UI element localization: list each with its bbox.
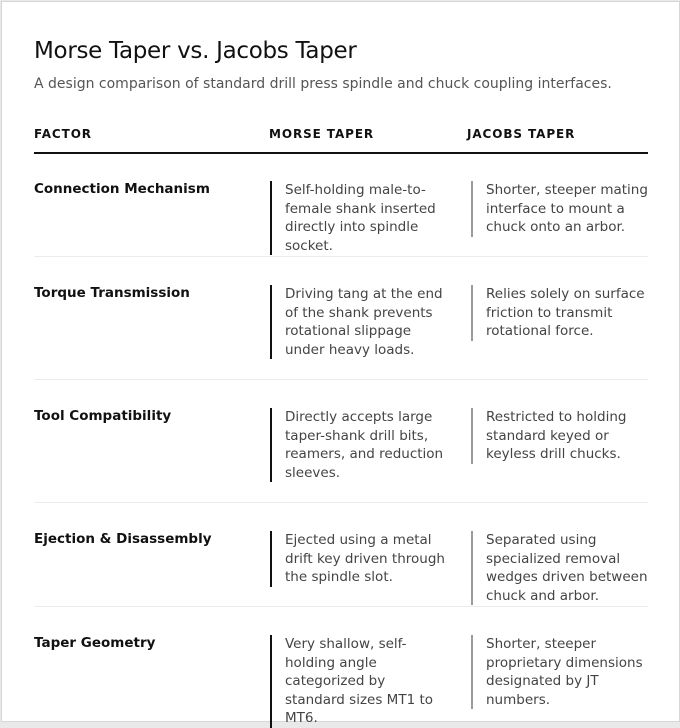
jacobs-cell: Shorter, steeper proprietary dimensions designated by JT numbers.	[471, 635, 652, 709]
page-title: Morse Taper vs. Jacobs Taper	[34, 38, 357, 64]
table-row	[34, 607, 648, 727]
table-body	[34, 153, 648, 727]
table-row	[34, 153, 648, 257]
row-factor: Torque Transmission	[34, 285, 190, 301]
table-row	[34, 503, 648, 607]
morse-cell: Driving tang at the end of the shank prevents rotational slippage under heavy loads.	[270, 285, 449, 359]
row-factor: Connection Mechanism	[34, 181, 210, 197]
header-morse-taper: MORSE TAPER	[269, 127, 375, 141]
row-factor: Taper Geometry	[34, 635, 156, 651]
jacobs-cell: Separated using specialized removal wedges driven between chuck and arbor.	[471, 531, 652, 605]
jacobs-cell: Restricted to holding standard keyed or keyless drill chucks.	[471, 408, 652, 464]
header-factor: FACTOR	[34, 127, 92, 141]
table-row	[34, 380, 648, 503]
table-row	[34, 257, 648, 380]
morse-cell: Self-holding male-to-female shank inserted directly into spindle socket.	[270, 181, 449, 255]
jacobs-cell: Shorter, steeper mating interface to mount a chuck onto an arbor.	[471, 181, 652, 237]
page-subtitle: A design comparison of standard drill press spindle and chuck coupling interfaces.	[34, 76, 612, 92]
morse-cell: Very shallow, self-holding angle categorized by standard sizes MT1 to MT6.	[270, 635, 449, 728]
comparison-card	[1, 1, 680, 727]
morse-cell: Directly accepts large taper-shank drill bits, reamers, and reduction sleeves.	[270, 408, 449, 482]
row-factor: Tool Compatibility	[34, 408, 172, 424]
header-jacobs-taper: JACOBS TAPER	[467, 127, 576, 141]
row-factor: Ejection & Disassembly	[34, 531, 212, 547]
morse-cell: Ejected using a metal drift key driven through the spindle slot.	[270, 531, 449, 587]
jacobs-cell: Relies solely on surface friction to transmit rotational force.	[471, 285, 652, 341]
table-header	[34, 127, 648, 154]
